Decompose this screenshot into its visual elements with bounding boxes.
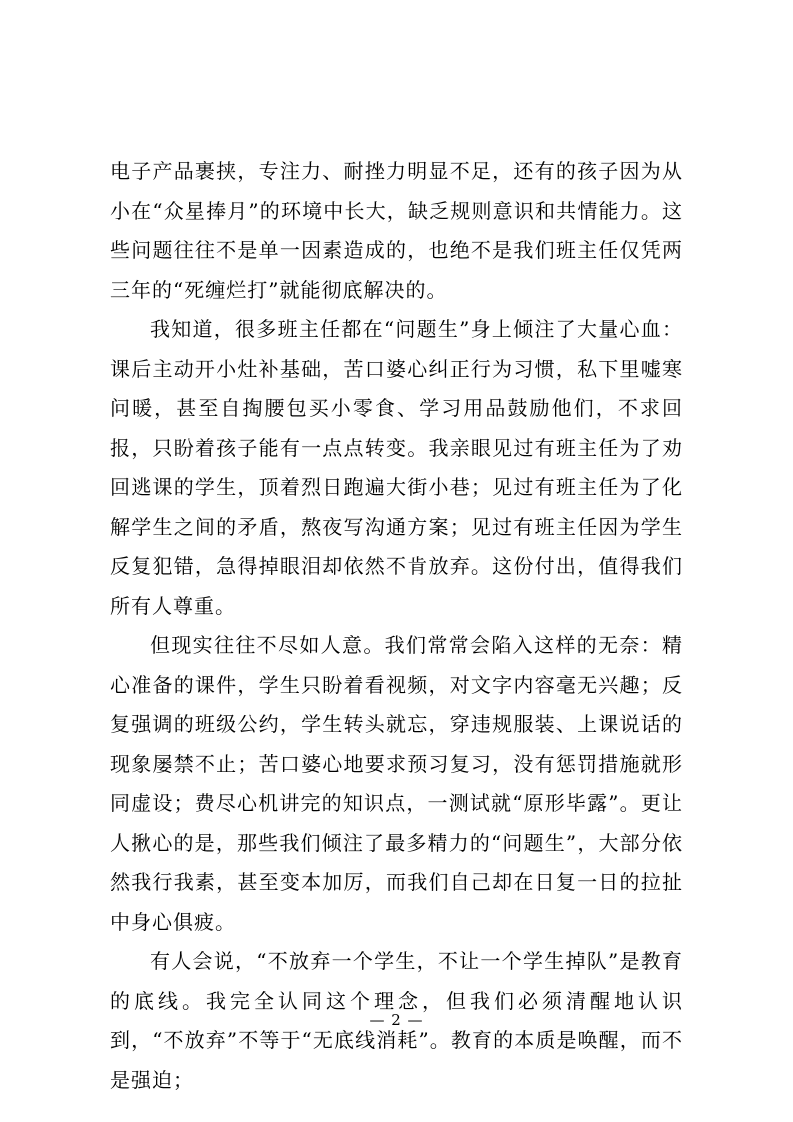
body-text — [110, 152, 683, 1100]
paragraph-1: 电子产品裹挟，专注力、耐挫力明显不足，还有的孩子因为从小在“众星捧月”的环境中长大，缺乏规则意识和共情能力。这些问题往往不是单一因素造成的，也绝不是我们班主任仅凭两三年的“死缠烂打”就能彻底解决的。 — [110, 159, 683, 302]
paragraph-3: 但现实往往不尽如人意。我们常常会陷入这样的无奈：精心准备的课件，学生只盼着看视频，对文字内容毫无兴趣；反复强调的班级公约，学生转头就忘，穿违规服装、上课说话的现象屡禁不止；苦口婆心地要求预习复习，没有惩罚措施就形同虚设；费尽心机讲完的知识点，一测试就“原形毕露”。更让人揪心的是，那些我们倾注了最多精力的“问题生”，大部分依然我行我素，甚至变本加厉，而我们自己却在日复一日的拉扯中身心俱疲。 — [110, 633, 683, 934]
page-number: — 2 — — [369, 1011, 424, 1029]
paragraph-4: 有人会说，“不放弃一个学生，不让一个学生掉队”是教育的底线。我完全认同这个理念，但我们必须清醒地认识到，“不放弃”不等于“无底线消耗”。教育的本质是唤醒，而不是强迫； — [110, 949, 683, 1092]
paragraph-2: 我知道，很多班主任都在“问题生”身上倾注了大量心血：课后主动开小灶补基础，苦口婆心纠正行为习惯，私下里嘘寒问暖，甚至自掏腰包买小零食、学习用品鼓励他们，不求回报，只盼着孩子能有一点点转变。我亲眼见过有班主任为了劝回逃课的学生，顶着烈日跑遍大街小巷；见过有班主任为了化解学生之间的矛盾，熬夜写沟通方案；见过有班主任因为学生反复犯错，急得掉眼泪却依然不肯放弃。这份付出，值得我们所有人尊重。 — [110, 317, 683, 618]
